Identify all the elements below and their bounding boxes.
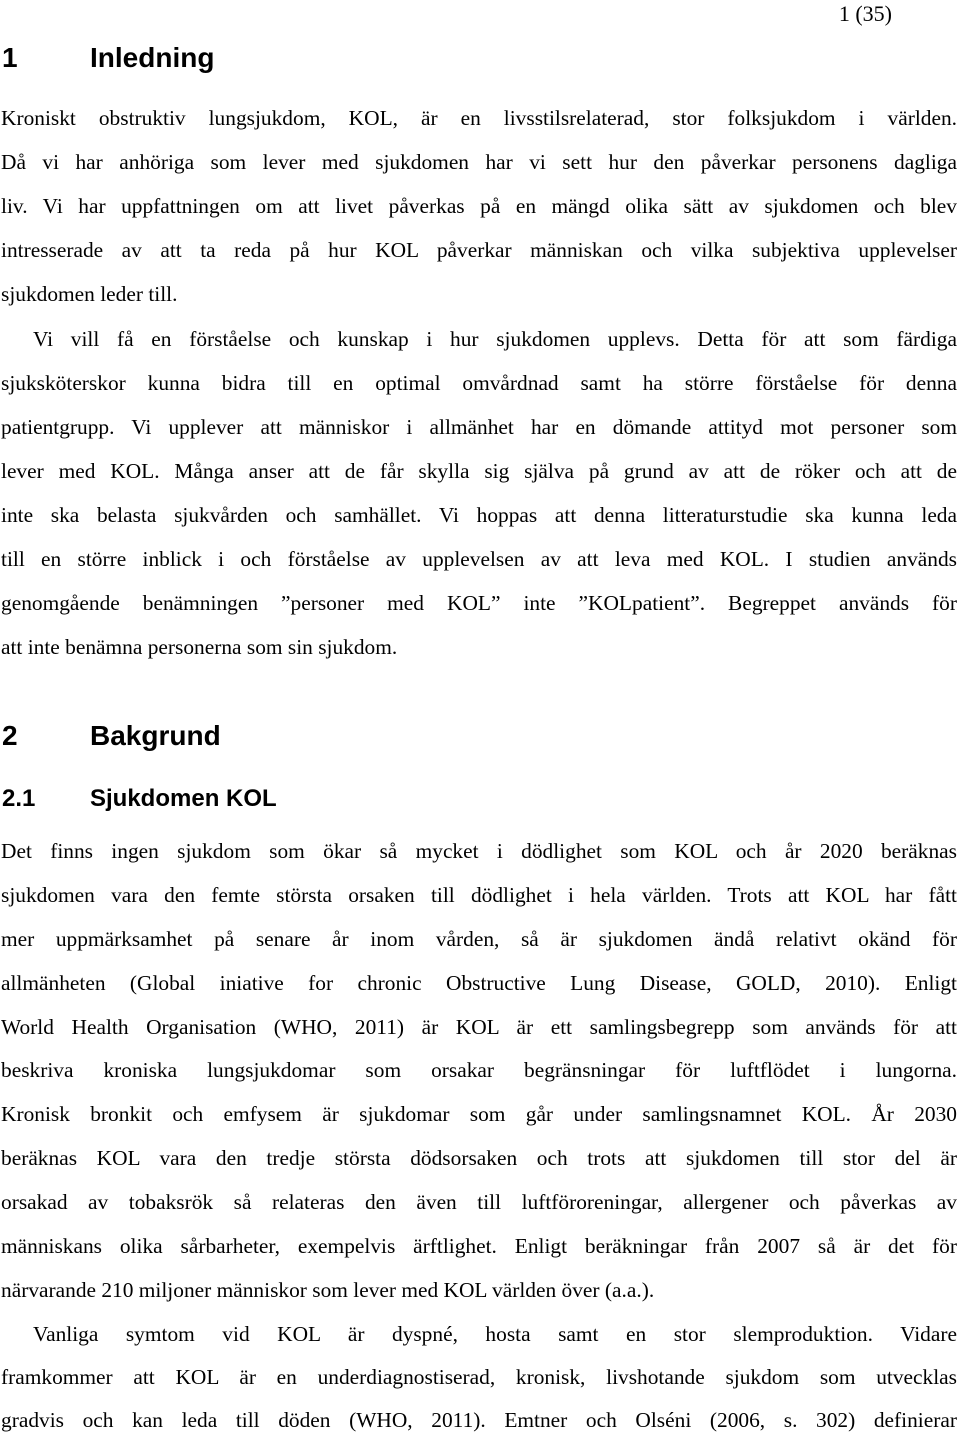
paragraph-line: lever med KOL. Många anser att de får skylla sig själva på grund av att de röker och att de [1, 459, 957, 483]
section-heading-bakgrund [2, 719, 221, 753]
paragraph-line: att inte benämna personerna som sin sjukdom. [1, 635, 398, 659]
section-title: Inledning [90, 42, 215, 73]
paragraph-line: genomgående benämningen ”personer med KOL” inte ”KOLpatient”. Begreppet används för [1, 591, 957, 615]
paragraph-line: beräknas KOL vara den tredje största dödsorsaken och trots att sjukdomen till stor del är [1, 1146, 957, 1170]
paragraph-line: sjuksköterskor kunna bidra till en optimal omvårdnad samt ha större förståelse för denna [1, 371, 957, 395]
paragraph-line: Det finns ingen sjukdom som ökar så mycket i dödlighet som KOL och år 2020 beräknas [1, 839, 957, 863]
section-title: Sjukdomen KOL [90, 785, 277, 812]
paragraph-line: framkommer att KOL är en underdiagnostiserad, kronisk, livshotande sjukdom som utvecklas [1, 1365, 957, 1389]
paragraph-line: World Health Organisation (WHO, 2011) är KOL är ett samlingsbegrepp som används för att [1, 1015, 957, 1039]
paragraph-line: inte ska belasta sjukvården och samhället. Vi hoppas att denna litteraturstudie ska kunna leda [1, 503, 957, 527]
paragraph-line: mer uppmärksamhet på senare år inom vården, så är sjukdomen ändå relativt okänd för [1, 927, 957, 951]
section-title: Bakgrund [90, 720, 221, 751]
paragraph-line: människans olika sårbarheter, exempelvis ärftlighet. Enligt beräkningar från 2007 så är det för [1, 1234, 957, 1258]
section-number: 2 [2, 720, 18, 751]
paragraph-line: allmänheten (Global iniative for chronic Obstructive Lung Disease, GOLD, 2010). Enligt [1, 971, 957, 995]
paragraph-line: till en större inblick i och förståelse av upplevelsen av att leva med KOL. I studien används [1, 547, 957, 571]
paragraph-line: Kronisk bronkit och emfysem är sjukdomar som går under samlingsnamnet KOL. År 2030 [1, 1102, 957, 1126]
paragraph-line: närvarande 210 miljoner människor som lever med KOL världen över (a.a.). [1, 1278, 655, 1302]
paragraph-line: Vanliga symtom vid KOL är dyspné, hosta samt en stor slemproduktion. Vidare [33, 1322, 957, 1346]
paragraph-line: liv. Vi har uppfattningen om att livet påverkas på en mängd olika sätt av sjukdomen och blev [1, 194, 957, 218]
paragraph-line: gradvis och kan leda till döden (WHO, 2011). Emtner och Olséni (2006, s. 302) definierar [1, 1408, 957, 1432]
paragraph-line: patientgrupp. Vi upplever att människor i allmänhet har en dömande attityd mot personer som [1, 415, 957, 439]
paragraph-line: beskriva kroniska lungsjukdomar som orsakar begränsningar för luftflödet i lungorna. [1, 1058, 957, 1082]
paragraph-line: Då vi har anhöriga som lever med sjukdomen har vi sett hur den påverkar personens dagliga [1, 150, 957, 174]
section-number: 2.1 [2, 785, 36, 812]
section-heading-inledning [2, 41, 214, 75]
paragraph-line: Kroniskt obstruktiv lungsjukdom, KOL, är en livsstilsrelaterad, stor folksjukdom i världen. [1, 106, 957, 130]
paragraph-line: orsakad av tobaksrök så relateras den även till luftföroreningar, allergener och påverkas av [1, 1190, 957, 1214]
section-number: 1 [2, 42, 18, 73]
paragraph-line: sjukdomen vara den femte största orsaken till dödlighet i hela världen. Trots att KOL har fått [1, 883, 957, 907]
paragraph-line: sjukdomen leder till. [1, 282, 178, 306]
paragraph-line: Vi vill få en förståelse och kunskap i hur sjukdomen upplevs. Detta för att som färdiga [33, 327, 957, 351]
paragraph-line: intresserade av att ta reda på hur KOL påverkar människan och vilka subjektiva upplevelser [1, 238, 957, 262]
subsection-heading-sjukdomen-kol [2, 784, 277, 814]
page-number: 1 (35) [838, 1, 892, 26]
